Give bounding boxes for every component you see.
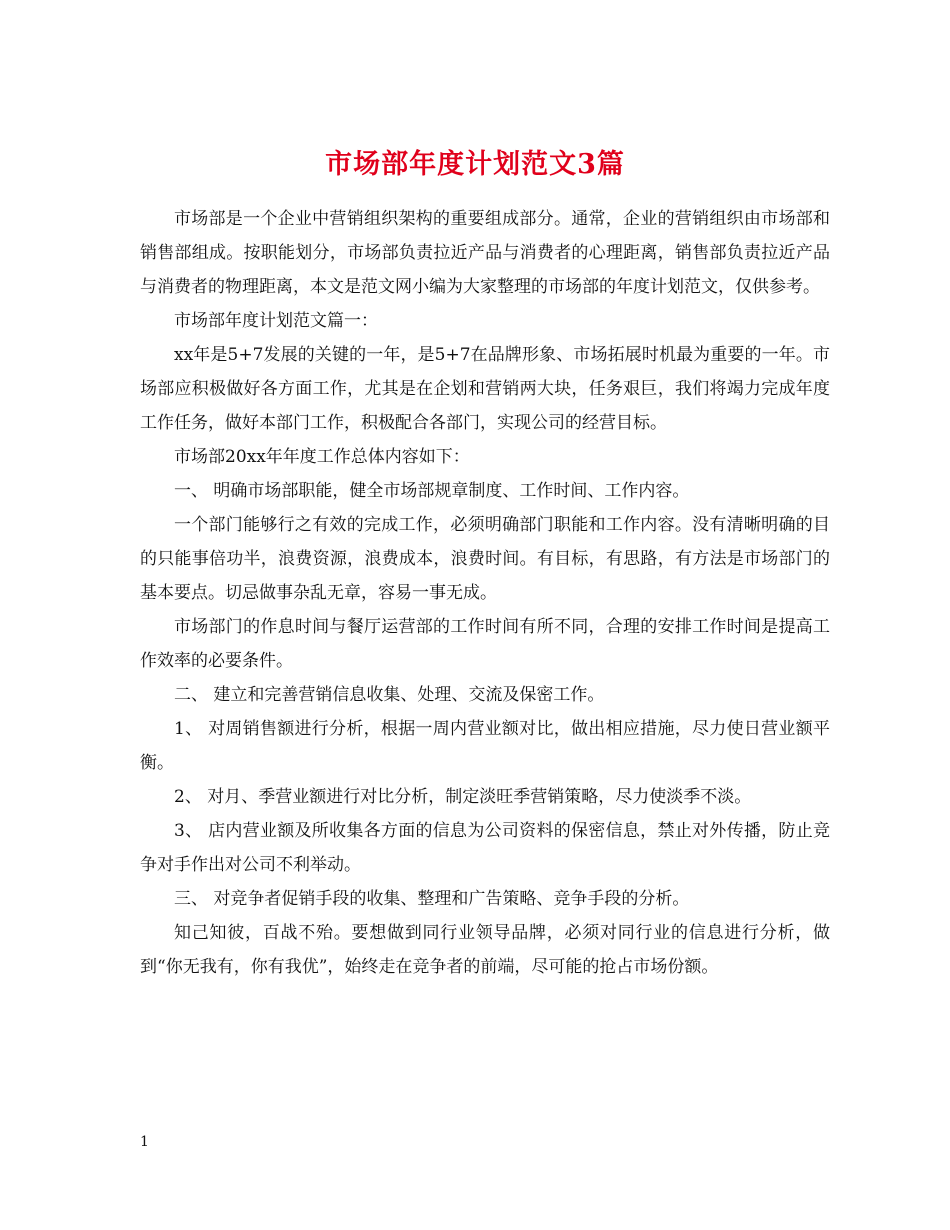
paragraph: 市场部门的作息时间与餐厅运营部的工作时间有所不同，合理的安排工作时间是提高工作效率的必要条件。 (140, 617, 830, 671)
paragraph: 市场部20xx年年度工作总体内容如下： (174, 447, 470, 467)
paragraph: 2、 对月、季营业额进行对比分析，制定淡旺季营销策略，尽力使淡季不淡。 (174, 787, 752, 807)
paragraph: 二、 建立和完善营销信息收集、处理、交流及保密工作。 (174, 685, 605, 705)
paragraph: 市场部年度计划范文篇一： (174, 311, 378, 331)
document-body (140, 202, 830, 984)
page-number: 1 (140, 1134, 149, 1150)
paragraph: 3、 店内营业额及所收集各方面的信息为公司资料的保密信息，禁止对外传播，防止竞争对手作出对公司不利举动。 (140, 821, 830, 875)
paragraph: 市场部是一个企业中营销组织架构的重要组成部分。通常，企业的营销组织由市场部和销售部组成。按职能划分，市场部负责拉近产品与消费者的心理距离，销售部负责拉近产品与消费者的物理距离，本文是范文网小编为大家整理的市场部的年度计划范文，仅供参考。 (140, 209, 830, 297)
paragraph: 知己知彼，百战不殆。要想做到同行业领导品牌，必须对同行业的信息进行分析，做到“你无我有，你有我优”，始终走在竞争者的前端，尽可能的抢占市场份额。 (140, 923, 830, 977)
paragraph: 一、 明确市场部职能，健全市场部规章制度、工作时间、工作内容。 (174, 481, 690, 501)
paragraph: 三、 对竞争者促销手段的收集、整理和广告策略、竞争手段的分析。 (174, 889, 690, 909)
paragraph: 一个部门能够行之有效的完成工作，必须明确部门职能和工作内容。没有清晰明确的目的只能事倍功半，浪费资源，浪费成本，浪费时间。有目标，有思路，有方法是市场部门的基本要点。切忌做事杂乱无章，容易一事无成。 (140, 515, 830, 603)
paragraph: 1、 对周销售额进行分析，根据一周内营业额对比，做出相应措施，尽力使日营业额平衡。 (140, 719, 830, 773)
paragraph: xx年是5+7发展的关键的一年，是5+7在品牌形象、市场拓展时机最为重要的一年。市场部应积极做好各方面工作，尤其是在企划和营销两大块，任务艰巨，我们将竭力完成年度工作任务，做好本部门工作，积极配合各部门，实现公司的经营目标。 (140, 345, 830, 433)
document-title: 市场部年度计划范文3篇 (325, 149, 625, 181)
